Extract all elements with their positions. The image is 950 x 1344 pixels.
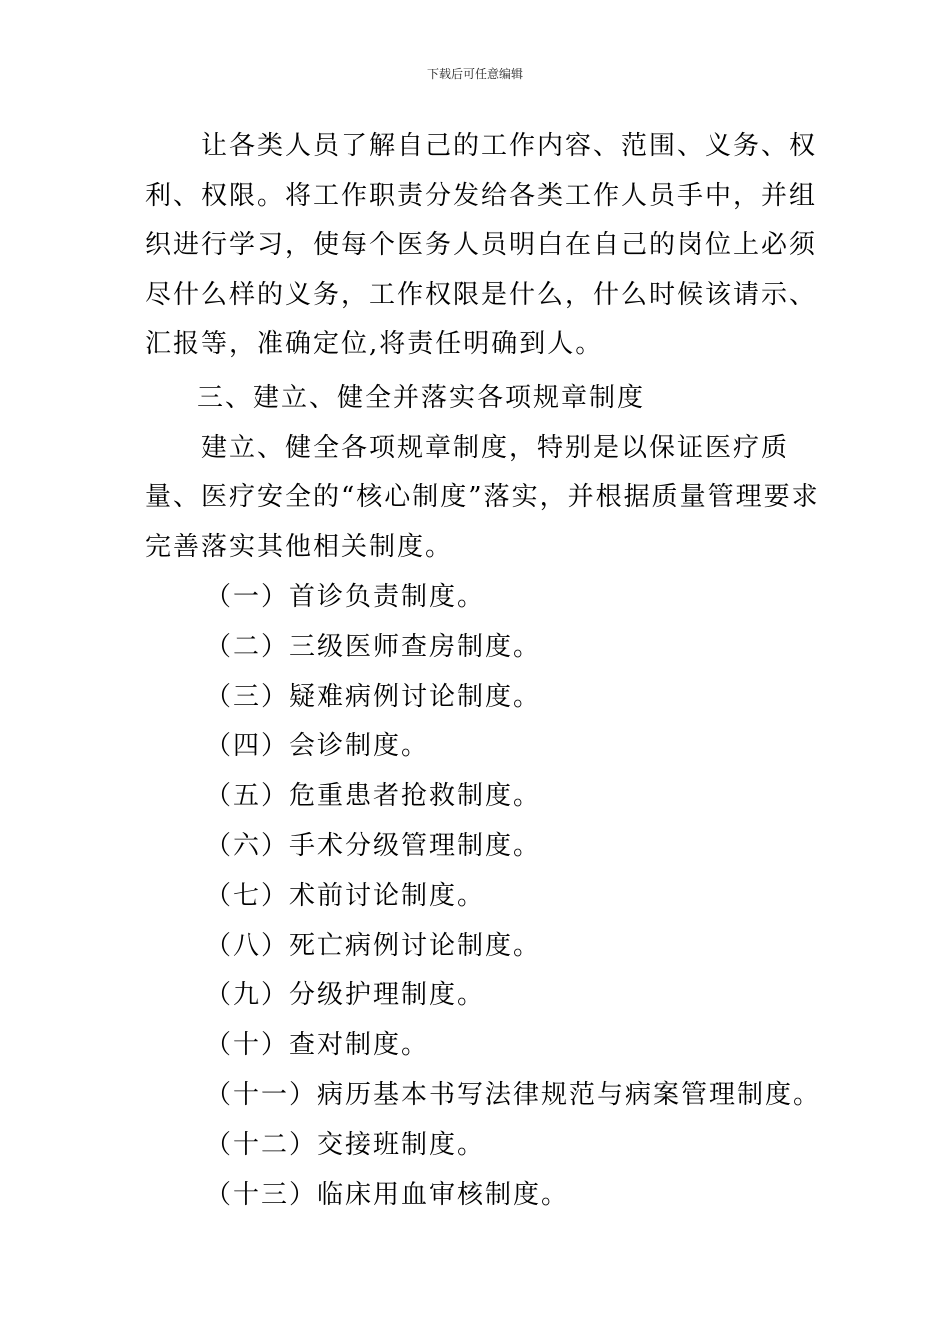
list-item: （七）术前讨论制度。 (205, 880, 486, 911)
paragraph-text: 建立、健全各项规章制度，特别是以保证医疗质量、医疗安全的“核心制度”落实，并根据质量管理要求完善落实其他相关制度。 (145, 432, 820, 562)
list-item: （二）三级医师查房制度。 (205, 631, 542, 662)
list-item: （一）首诊负责制度。 (205, 582, 486, 612)
header-note: 下载后可任意编辑 (426, 67, 523, 81)
list-item: （十三）临床用血审核制度。 (205, 1179, 570, 1210)
list-item: （三）疑难病例讨论制度。 (205, 681, 542, 712)
list-item: （八）死亡病例讨论制度。 (205, 930, 542, 961)
list-item: （十二）交接班制度。 (205, 1129, 486, 1160)
paragraph-text: 让各类人员了解自己的工作内容、范围、义务、权利、权限。将工作职责分发给各类工作人员手中，并组织进行学习，使每个医务人员明白在自己的岗位上必须尽什么样的义务，工作权限是什么，什么时候该请示、汇报等，准确定位,将责任明确到人。 (145, 131, 818, 359)
list-item: （四）会诊制度。 (205, 731, 430, 762)
paragraph-responsibilities (145, 122, 825, 370)
list-item: （十）查对制度。 (205, 1030, 430, 1061)
list-item: （五）危重患者抢救制度。 (205, 781, 542, 812)
section-heading: 三、建立、健全并落实各项规章制度 (197, 383, 646, 413)
section-three (145, 374, 825, 572)
core-system-list (205, 573, 845, 1220)
list-item: （九）分级护理制度。 (205, 980, 486, 1011)
list-item: （六）手术分级管理制度。 (205, 830, 542, 861)
list-item: （十一）病历基本书写法律规范与病案管理制度。 (205, 1079, 822, 1110)
